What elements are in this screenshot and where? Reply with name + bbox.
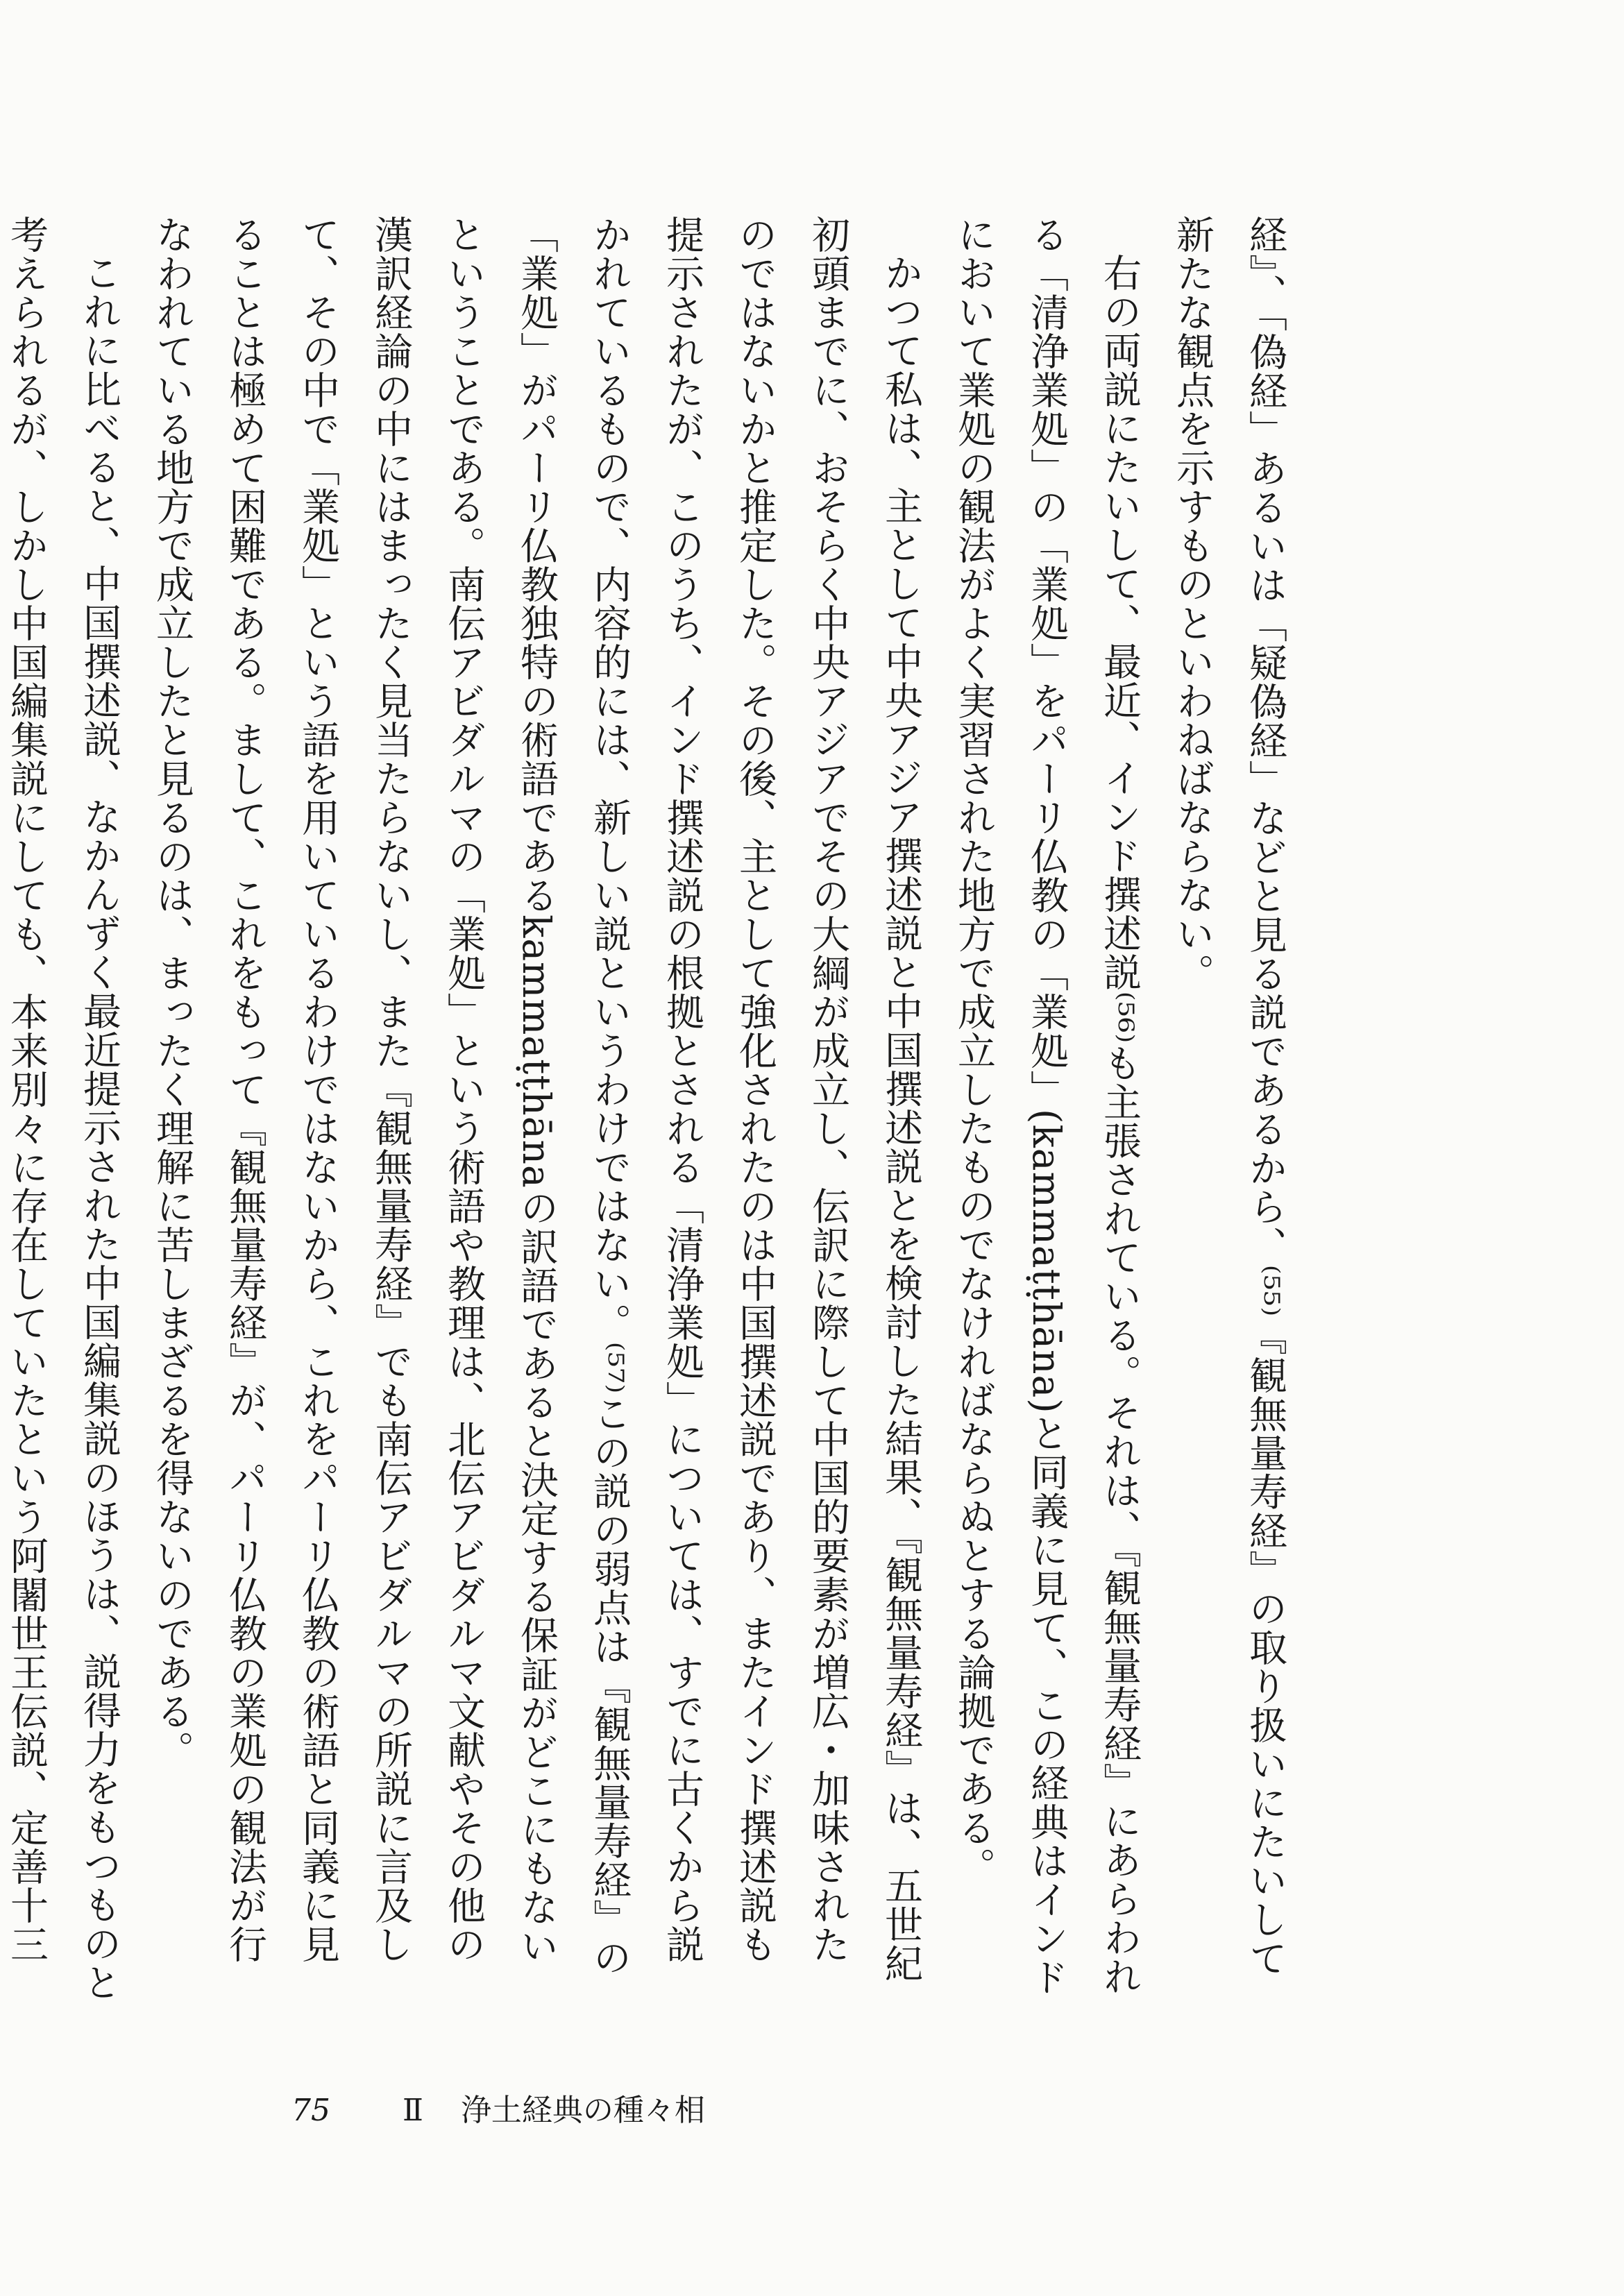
paragraph-1: 経』、「偽経」あるいは「疑偽経」などと見る説であるから、⁽⁵⁵⁾『観無量寿経』の取り扱いにたいして新たな観点を示すものといわねばならない。	[1170, 215, 1287, 1978]
section-title: 浄土経典の種々相	[460, 2093, 705, 2128]
body-text	[4, 215, 1301, 2002]
page-number: 75	[291, 2093, 330, 2128]
part-number: Ⅱ	[403, 2093, 423, 2128]
paragraph-4: これに比べると、中国撰述説、なかんずく最近提示された中国編集説のほうは、説得力をもつものと考えられるが、しかし中国編集説にしても、本来別々に存在していたという阿闍世王伝説、定善十三	[4, 215, 121, 2002]
paragraph-2: 右の両説にたいして、最近、インド撰述説⁽⁵⁶⁾も主張されている。それは、『観無量寿経』にあらわれる「清浄業処」の「業処」をパーリ仏教の「業処」(kammaṭṭhāna)と同義に見て、この経典はインドにおいて業処の観法がよく実習された地方で成立したものでなければならぬとする論拠である。	[951, 215, 1142, 1997]
page-footer	[291, 2085, 705, 2129]
paragraph-3: かつて私は、主として中央アジア撰述説と中国撰述説とを検討した結果、『観無量寿経』は、五世紀初頭までに、おそらく中央アジアでその大綱が成立し、伝訳に際して中国的要素が増広・加味されたのではないかと推定した。その後、主として強化されたのは中国撰述説であり、またインド撰述説も提示されたが、このうち、インド撰述説の根拠とされる「清浄業処」については、すでに古くから説かれているもので、内容的には、新しい説というわけではない。⁽⁵⁷⁾この説の弱点は『観無量寿経』の「業処」がパーリ仏教独特の術語であるkammaṭṭhānaの訳語であると決定する保証がどこにもないということである。南伝アビダルマの「業処」という術語や教理は、北伝アビダルマ文献やその他の漢訳経論の中にはまったく見当たらないし、また『観無量寿経』でも南伝アビダルマの所説に言及して、その中で「業処」という語を用いているわけではないから、これをパーリ仏教の術語と同義に見ることは極めて困難である。まして、これをもって『観無量寿経』が、パーリ仏教の業処の観法が行なわれている地方で成立したと見るのは、まったく理解に苦しまざるを得ないのである。	[150, 215, 923, 1983]
